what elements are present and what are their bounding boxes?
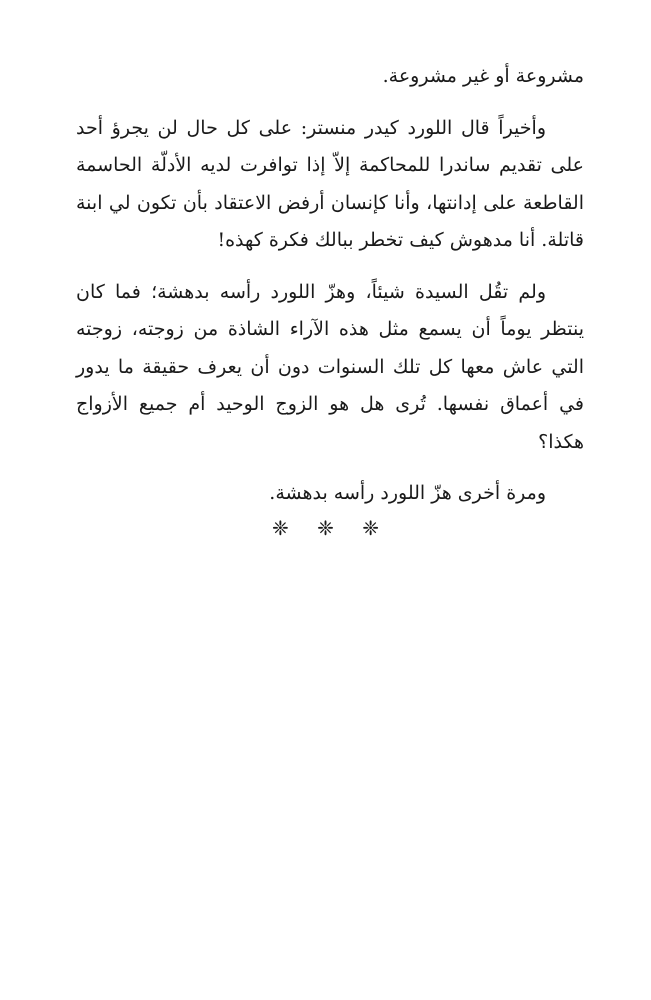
- section-break-ornament: [0, 516, 651, 540]
- asterism-glyph: ❈: [362, 516, 379, 540]
- paragraph-lord-speech: وأخيراً قال اللورد كيدر منستر: على كل حال لن يجرؤ أحد على تقديم ساندرا للمحاكمة إلاّ إذا توافرت لديه الأدلّة الحاسمة القاطعة على إدانتها، وأنا كإنسان أرفض الاعتقاد بأن تكون لي ابنة قاتلة. أنا مدهوش كيف تخطر ببالك فكرة كهذه!: [76, 116, 584, 251]
- paragraph-gap: [76, 260, 584, 274]
- paragraph-wife-silence: ولم تقُل السيدة شيئاً، وهزّ اللورد رأسه بدهشة؛ فما كان ينتظر يوماً أن يسمع مثل هذه الآراء الشاذة من زوجته، زوجته التي عاش معها كل تلك السنوات دون أن يعرف حقيقة ما يدور في أعماق نفسها. تُرى هل هو الزوج الوحيد أم جميع الأزواج هكذا؟: [76, 280, 584, 453]
- paragraph-gap: [76, 461, 584, 475]
- paragraph-gap: [76, 96, 584, 110]
- asterism-glyph: ❈: [317, 516, 334, 540]
- asterism-glyph: ❈: [271, 516, 289, 540]
- body-text: [76, 58, 584, 513]
- paragraph-continuation: مشروعة أو غير مشروعة.: [382, 65, 584, 87]
- paragraph-closing: ومرة أخرى هزّ اللورد رأسه بدهشة.: [269, 482, 546, 504]
